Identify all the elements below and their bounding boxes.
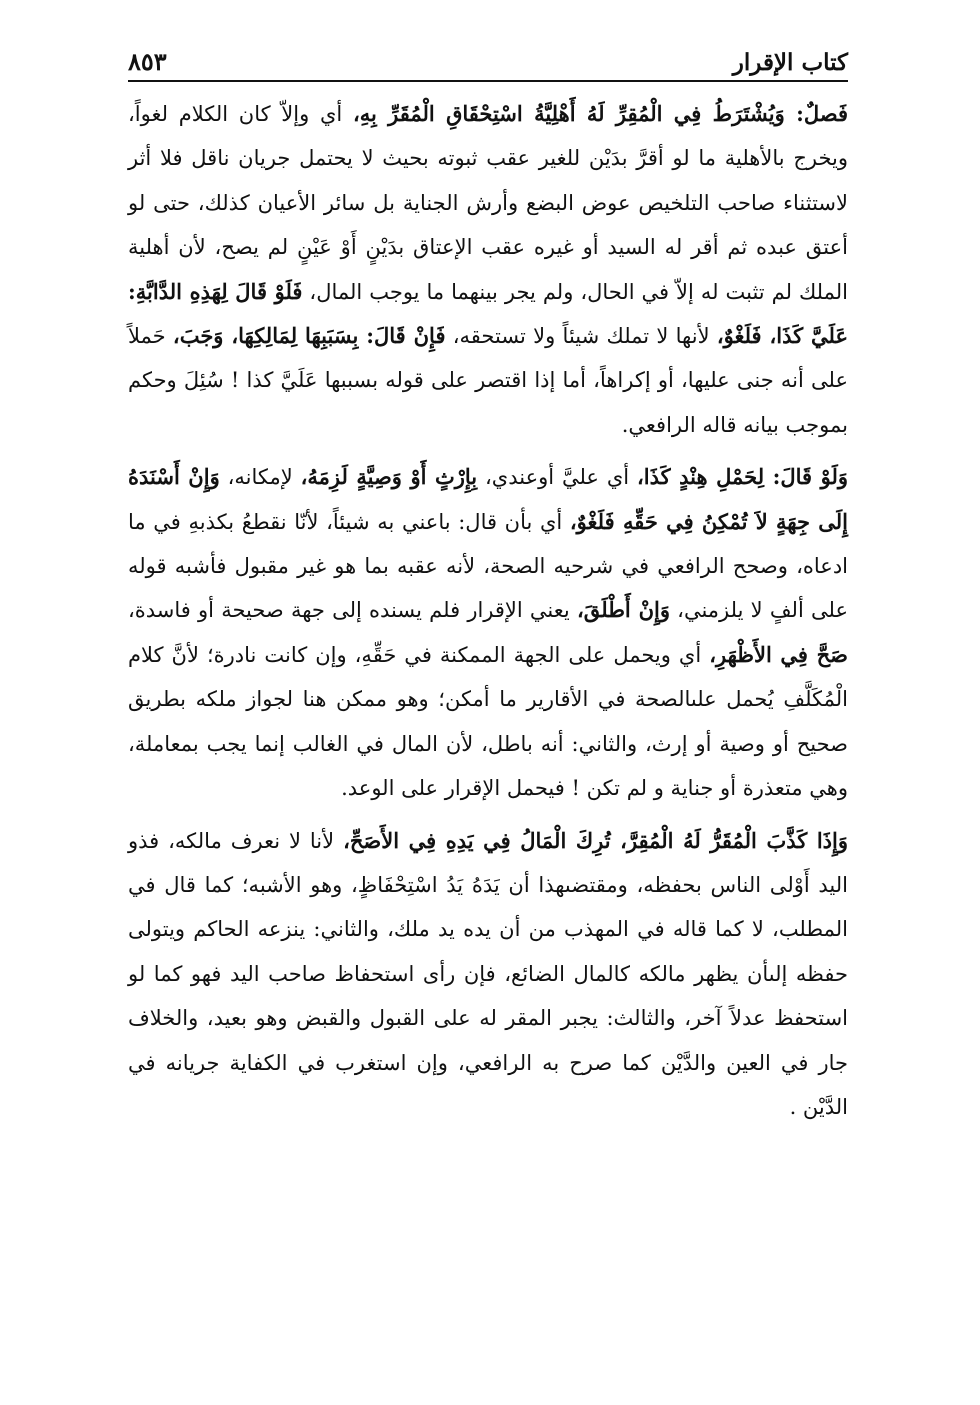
paragraph-3 bbox=[128, 819, 848, 1130]
running-header bbox=[128, 40, 848, 82]
commentary-text: لإمكانه، bbox=[219, 465, 301, 490]
matn-text: وَإِنْ أَطْلَقَ، bbox=[576, 597, 670, 623]
commentary-text: حَملاً على أنه جنى عليها، أو إكراهاً، أما إذا اقتصر على قوله بسببها عَلَيَّ كذا ! سُئِلَ وحكم بموجب بيانه قاله الرافعي. bbox=[128, 324, 848, 437]
matn-text: فَلَوْ قَالَ لِهَذِهِ الدَّابَّةِ: عَلَيَّ كَذَا، فَلَغْوٌ، bbox=[128, 278, 848, 349]
commentary-text: لأنها لا تملك شيئاً ولا تستحقه، bbox=[445, 324, 717, 349]
matn-text: فَإِنْ قَالَ: بِسَبَبِهَا لِمَالِكِهَا، وَجَبَ، bbox=[172, 323, 446, 349]
commentary-text: أي وإلاّ كان الكلام لغواً، ويخرج بالأهلية ما لو أقرَّ بدَيْن للغير عقب ثبوته بحيث لا يحتمل جريان ناقل فلا أثر لاستثناء صاحب التلخيص عوض البضع وأرش الجناية بل سائر الأعيان كذلك، حتى لو أعتق عبده ثم أقر له السيد أو غيره عقب الإعتاق بدَيْنٍ أَوْ عَيْنٍ لم يصح، لأن أهلية الملك لم تثبت له إلاّ في الحال، ولم يجر بينهما ما يوجب المال، bbox=[128, 102, 849, 304]
matn-text: وَإِذَا كَذَّبَ الْمُقَرُّ لَهُ الْمُقِرَّ، تُرِكَ الْمَالُ فِي يَدِهِ فِي الأَصَحِّ، bbox=[343, 827, 848, 853]
paragraph-text bbox=[128, 819, 848, 1130]
paragraph-1 bbox=[128, 92, 848, 447]
paragraph-text bbox=[128, 92, 848, 447]
body-text bbox=[128, 92, 848, 1129]
paragraph-2 bbox=[128, 455, 848, 810]
commentary-text: أي عليَّ أوعندي، bbox=[477, 465, 637, 490]
paragraph-text bbox=[128, 455, 848, 810]
commentary-text: لأنا لا نعرف مالكه، فذو اليد أَوْلى الناس بحفظه، ومقتضىهذا أن يَدَهُ يَدُ اسْتِحْفَاظٍ، وهو الأشبه؛ كما قال في المطلب، لا كما قاله في المهذب من أن يده يد ملك، والثاني: ينزعه الحاكم ويتولى حفظه إلىأن يظهر مالكه كالمال الضائع، فإن رأى استحفاظ صاحب اليد فهو كما لو استحفظ عدلاً آخر، والثالث: يجبر المقر له على القبول والقبض وهو بعيد، والخلاف جار في العين والدَّيْن كما صرح به الرافعي، وإن استغرب في الكفاية جريانه في الدَّيْن . bbox=[128, 828, 848, 1119]
commentary-text: أي ويحمل على الجهة الممكنة في حَقِّهِ، وإن كانت نادرة؛ لأنَّ كلام الْمُكَلَّفِ يُحمل علىالصحة في الأقارير ما أمكن؛ وهو ممكن هنا لجواز ملكه بطريق صحيح أو وصية أو إرث، والثاني: أنه باطل، لأن المال في الغالب إنما يجب بمعاملة، وهي متعذرة أو جناية و لم تكن ! فيحمل الإقرار على الوعد. bbox=[128, 642, 848, 801]
commentary-text: يعني الإقرار فلم يسنده إلى جهة صحيحة أو فاسدة، bbox=[128, 598, 577, 623]
matn-text: وَلَوْ قَالَ: لِحَمْلِ هِنْدٍ كَذَا، bbox=[637, 464, 848, 490]
matn-text: فَصلٌ: وَيُشْتَرَطُ فِي الْمُقِرِّ لَهُ أَهْلِيَّةُ اسْتِحْقَاقِ الْمُقَرِّ بِهِ، bbox=[352, 101, 848, 126]
book-title: كتاب الإقرار bbox=[732, 49, 848, 76]
commentary-text: أي بأن قال: باعني به شيئاً، لأنّا نقطعُ بكذبهِ في ما ادعاه، وصحح الرافعي في شرحيه الصحة، لأنه عقبه بما هو غير مقبول فأشبه قوله على ألفٍ لا يلزمني، bbox=[128, 509, 848, 623]
page-number: ٨٥٣ bbox=[128, 47, 167, 76]
matn-text: صَحَّ فِي الأَظْهَرِ، bbox=[709, 641, 848, 667]
page bbox=[128, 40, 848, 1137]
matn-text: بِإِرْثٍ أَوْ وَصِيَّةٍ لَزِمَهُ، bbox=[300, 464, 478, 490]
matn-text: وَإِنْ أَسْنَدَهُ إِلَى جِهَةٍ لاَ تُمْكِنُ فِي حَقِّهِ فَلَغْوٌ، bbox=[128, 464, 848, 534]
